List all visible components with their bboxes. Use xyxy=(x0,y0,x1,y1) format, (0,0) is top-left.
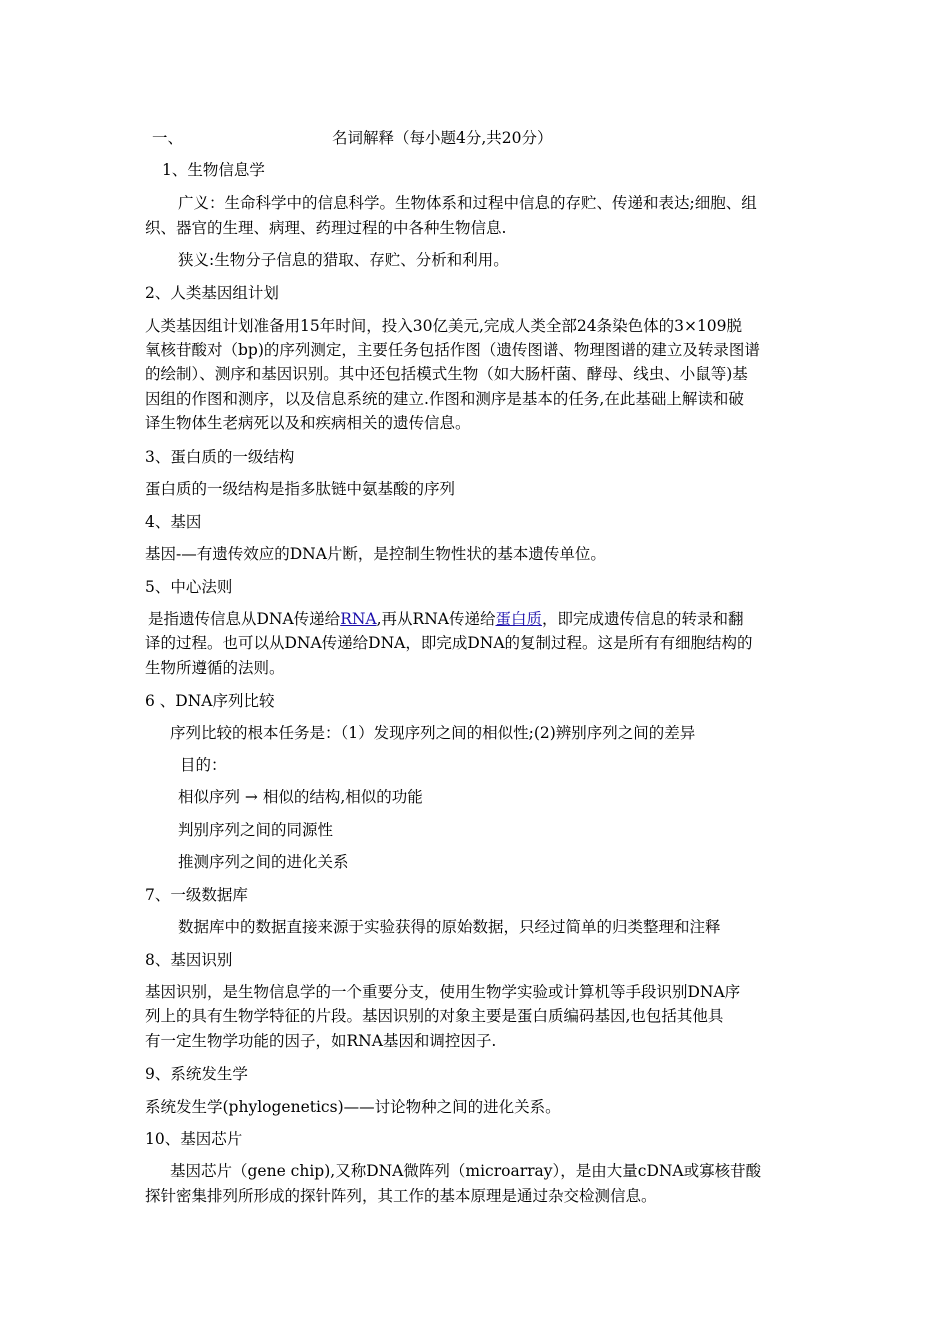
item-2-line-1: 人类基因组计划准备用15年时间，投入30亿美元,完成人类全部24条染色体的3×109脱 xyxy=(145,317,743,335)
item-8-heading: 8、基因识别 xyxy=(145,951,233,969)
item-5-text-mid: ,再从RNA传递给 xyxy=(376,610,496,628)
rna-link[interactable]: RNA xyxy=(340,610,377,628)
item-6-line-5: 推测序列之间的进化关系 xyxy=(178,853,349,871)
item-2-line-4: 因组的作图和测序，以及信息系统的建立.作图和测序是基本的任务,在此基础上解读和破 xyxy=(145,390,744,408)
item-2-line-2: 氧核苷酸对（bp)的序列测定，主要任务包括作图（遗传图谱、物理图谱的建立及转录图谱 xyxy=(145,341,760,359)
section-number: 一、 xyxy=(152,129,184,147)
item-6-heading: 6 、DNA序列比较 xyxy=(145,692,275,710)
item-2-line-3: 的绘制）、测序和基因识别。其中还包括模式生物（如大肠杆菌、酵母、线虫、小鼠等)基 xyxy=(145,365,748,383)
item-5-text-pre: 是指遗传信息从DNA传递给 xyxy=(148,610,341,628)
protein-link[interactable]: 蛋白质 xyxy=(495,610,542,628)
item-1-heading: 1、生物信息学 xyxy=(162,161,265,179)
section-title: 名词解释（每小题4分,共20分） xyxy=(332,129,553,147)
item-1-line-1: 广义：生命科学中的信息科学。生物体系和过程中信息的存贮、传递和表达;细胞、组 xyxy=(178,194,757,212)
item-9-heading: 9、系统发生学 xyxy=(145,1065,248,1083)
item-5-line-2: 译的过程。也可以从DNA传递给DNA，即完成DNA的复制过程。这是所有有细胞结构的 xyxy=(145,634,753,652)
item-8-line-2: 列上的具有生物学特征的片段。基因识别的对象主要是蛋白质编码基因,也包括其他具 xyxy=(145,1007,724,1025)
item-5-text-post: ，即完成遗传信息的转录和翻 xyxy=(542,610,744,628)
item-5-heading: 5、中心法则 xyxy=(145,578,233,596)
item-10-heading: 10、基因芯片 xyxy=(145,1130,243,1148)
item-7-heading: 7、一级数据库 xyxy=(145,886,248,904)
item-10-line-1: 基因芯片（gene chip),又称DNA微阵列（microarray），是由大量cDNA或寡核苷酸 xyxy=(170,1162,762,1180)
item-6-line-4: 判别序列之间的同源性 xyxy=(178,821,334,839)
item-2-line-5: 译生物体生老病死以及和疾病相关的遗传信息。 xyxy=(145,414,471,432)
item-3-heading: 3、蛋白质的一级结构 xyxy=(145,448,295,466)
item-1-line-2: 织、器官的生理、病理、药理过程的中各种生物信息. xyxy=(145,219,507,237)
item-6-line-2: 目的： xyxy=(180,756,227,774)
item-4-heading: 4、基因 xyxy=(145,513,202,531)
item-5-line-1 xyxy=(148,609,744,629)
item-3-line-1: 蛋白质的一级结构是指多肽链中氨基酸的序列 xyxy=(145,480,456,498)
item-2-heading: 2、人类基因组计划 xyxy=(145,284,279,302)
item-7-line-1: 数据库中的数据直接来源于实验获得的原始数据，只经过简单的归类整理和注释 xyxy=(178,918,721,936)
item-6-line-1: 序列比较的根本任务是：（1）发现序列之间的相似性;(2)辨别序列之间的差异 xyxy=(170,724,696,742)
item-4-line-1: 基因-—有遗传效应的DNA片断，是控制生物性状的基本遗传单位。 xyxy=(145,545,606,563)
item-8-line-3: 有一定生物学功能的因子，如RNA基因和调控因子. xyxy=(145,1032,497,1050)
item-8-line-1: 基因识别，是生物信息学的一个重要分支，使用生物学实验或计算机等手段识别DNA序 xyxy=(145,983,741,1001)
item-1-line-3: 狭义:生物分子信息的猎取、存贮、分析和利用。 xyxy=(178,251,509,269)
item-10-line-2: 探针密集排列所形成的探针阵列，其工作的基本原理是通过杂交检测信息。 xyxy=(145,1187,657,1205)
item-6-line-3: 相似序列 → 相似的结构,相似的功能 xyxy=(178,788,423,806)
item-5-line-3: 生物所遵循的法则。 xyxy=(145,659,285,677)
item-9-line-1: 系统发生学(phylogenetics)——讨论物种之间的进化关系。 xyxy=(145,1098,561,1116)
